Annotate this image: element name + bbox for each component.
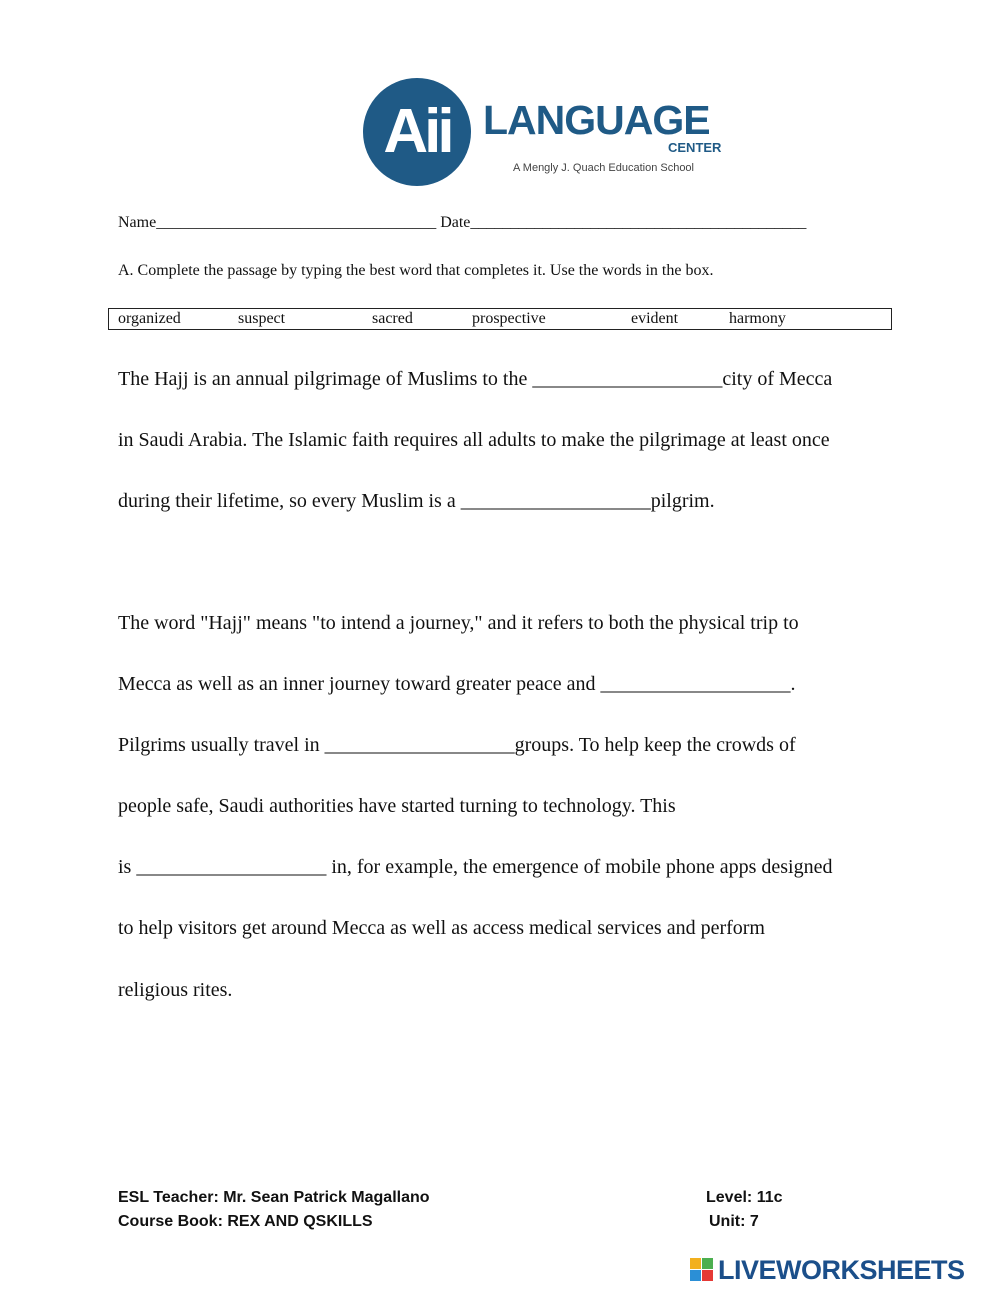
instruction-text: A. Complete the passage by typing the best word that completes it. Use the words in the box. [118, 262, 714, 279]
footer-teacher: ESL Teacher: Mr. Sean Patrick Magallano [118, 1189, 430, 1206]
passage-line: The word "Hajj" means "to intend a journey," and it refers to both the physical trip to [118, 612, 799, 634]
passage-line: to help visitors get around Mecca as well as access medical services and perform [118, 917, 765, 939]
passage-line: is ___________________ in, for example, the emergence of mobile phone apps designed [118, 856, 833, 878]
word-box [108, 308, 892, 330]
word-box-item: evident [631, 310, 679, 327]
liveworksheets-text: LIVEWORKSHEETS [718, 1255, 965, 1285]
passage-line: Mecca as well as an inner journey toward greater peace and ___________________. [118, 673, 796, 695]
name-date-line: Name___________________________________ Date__________________________________________ [118, 214, 807, 231]
footer-course: Course Book: REX AND QSKILLS [118, 1213, 373, 1230]
logo-mark: Aii [363, 78, 471, 186]
logo-word: LANGUAGE [483, 97, 710, 143]
passage-line: in Saudi Arabia. The Islamic faith requires all adults to make the pilgrimage at least once [118, 429, 830, 451]
passage-line: people safe, Saudi authorities have started turning to technology. This [118, 795, 676, 817]
liveworksheets-icon [690, 1258, 714, 1282]
logo-sub: CENTER [668, 140, 722, 155]
passage-line: The Hajj is an annual pilgrimage of Muslims to the ___________________city of Mecca [118, 368, 833, 390]
word-box-item: harmony [729, 310, 786, 327]
word-box-item: organized [118, 310, 181, 327]
footer-unit: Unit: 7 [709, 1213, 759, 1230]
passage-line: Pilgrims usually travel in ___________________groups. To help keep the crowds of [118, 734, 796, 756]
school-logo [363, 78, 728, 188]
footer-level: Level: 11c [706, 1189, 783, 1206]
word-box-item: prospective [472, 310, 546, 327]
word-box-item: suspect [238, 310, 286, 327]
word-box-item: sacred [372, 310, 413, 327]
logo-tagline: A Mengly J. Quach Education School [513, 162, 694, 174]
passage-line: during their lifetime, so every Muslim is a ___________________pilgrim. [118, 490, 715, 512]
passage-line: religious rites. [118, 979, 233, 1001]
